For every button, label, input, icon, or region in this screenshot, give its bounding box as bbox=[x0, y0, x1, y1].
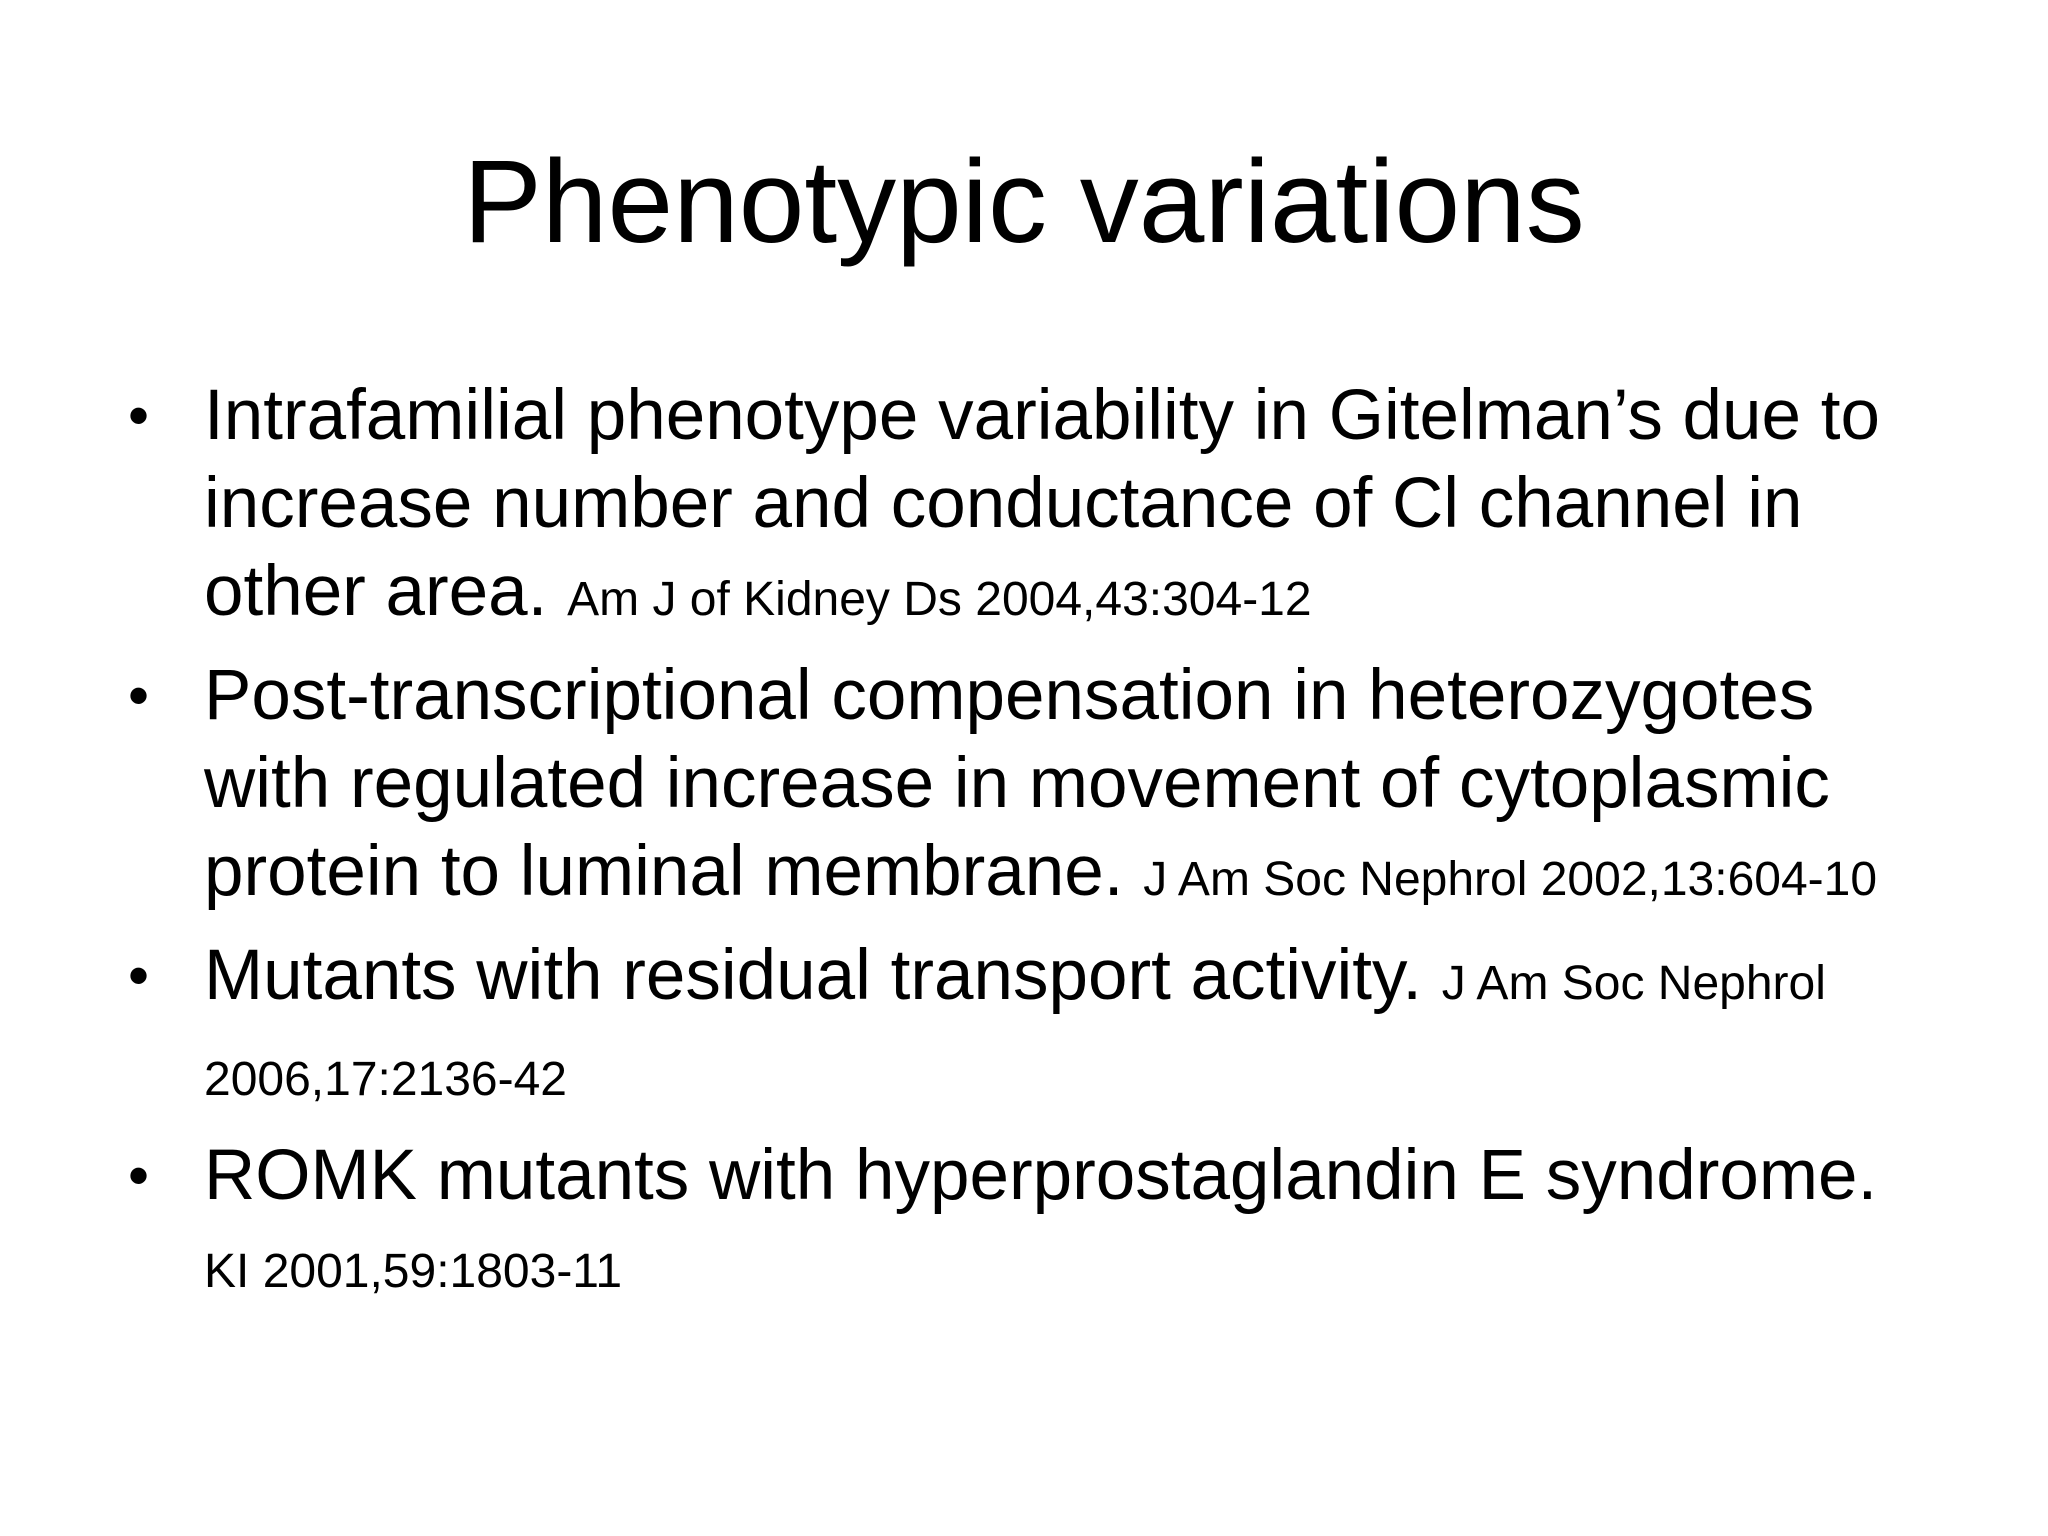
bullet-text: ROMK mutants with hyperprostaglandin E syndrome. bbox=[204, 1136, 1878, 1215]
bullet-list bbox=[122, 372, 1922, 1324]
bullet-item bbox=[122, 372, 1922, 644]
bullet-text: Mutants with residual transport activity. bbox=[204, 936, 1422, 1015]
bullet-marker: • bbox=[128, 382, 150, 449]
bullet-citation: J Am Soc Nephrol 2002,13:604-10 bbox=[1143, 853, 1878, 906]
bullet-citation: KI 2001,59:1803-11 bbox=[204, 1245, 623, 1298]
bullet-citation: Am J of Kidney Ds 2004,43:304-12 bbox=[567, 573, 1312, 626]
bullet-text: Post-transcriptional compensation in heterozygotes with regulated increase in movement of cytoplasmic protein to luminal membrane. bbox=[204, 656, 1830, 911]
bullet-marker: • bbox=[128, 662, 150, 729]
bullet-item bbox=[122, 652, 1922, 924]
slide-title: Phenotypic variations bbox=[463, 136, 1585, 268]
bullet-text: Intrafamilial phenotype variability in Gitelman’s due to increase number and conductance of Cl channel in other area. bbox=[204, 376, 1880, 631]
bullet-item bbox=[122, 932, 1922, 1124]
bullet-citation: J Am Soc Nephrol 2006,17:2136-42 bbox=[204, 957, 1826, 1106]
bullet-marker: • bbox=[128, 1142, 150, 1209]
bullet-marker: • bbox=[128, 942, 150, 1009]
bullet-item bbox=[122, 1132, 1922, 1316]
